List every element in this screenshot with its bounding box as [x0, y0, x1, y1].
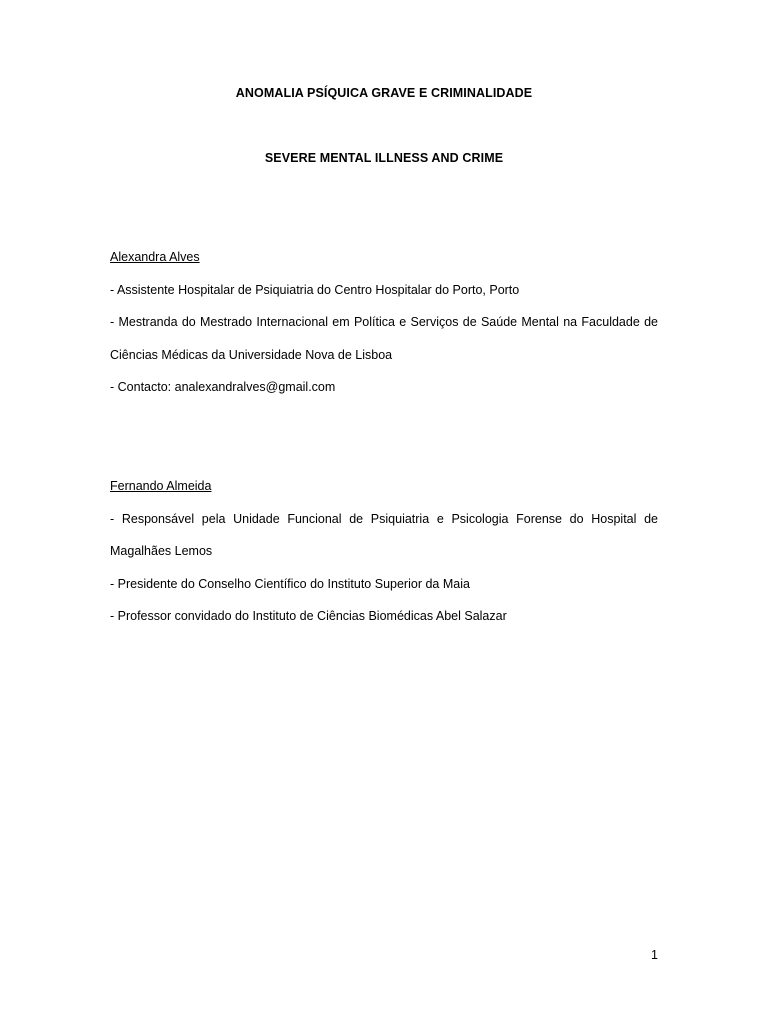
author-affiliation: - Assistente Hospitalar de Psiquiatria do Centro Hospitalar do Porto, Porto — [110, 282, 520, 297]
page-number: 1 — [651, 948, 658, 962]
author-affiliation: - Presidente do Conselho Científico do Instituto Superior da Maia — [110, 576, 470, 591]
title-english: SEVERE MENTAL ILLNESS AND CRIME — [264, 151, 504, 165]
author-affiliation: - Responsável pela Unidade Funcional de Psiquiatria e Psicologia Forense do Hospital de Magalhães Lemos — [110, 511, 658, 559]
author-contact: - Contacto: analexandralves@gmail.com — [110, 380, 336, 395]
author-affiliation: - Professor convidado do Instituto de Ciências Biomédicas Abel Salazar — [110, 609, 507, 624]
author-name: Fernando Almeida — [110, 479, 212, 493]
author-block — [110, 470, 658, 633]
author-block — [110, 241, 658, 404]
title-portuguese: ANOMALIA PSÍQUICA GRAVE E CRIMINALIDADE — [235, 86, 533, 100]
author-name: Alexandra Alves — [110, 250, 200, 264]
author-affiliation: - Mestranda do Mestrado Internacional em Política e Serviços de Saúde Mental na Faculdade de Ciências Médicas da Universidade Nova de Lisboa — [110, 315, 658, 362]
